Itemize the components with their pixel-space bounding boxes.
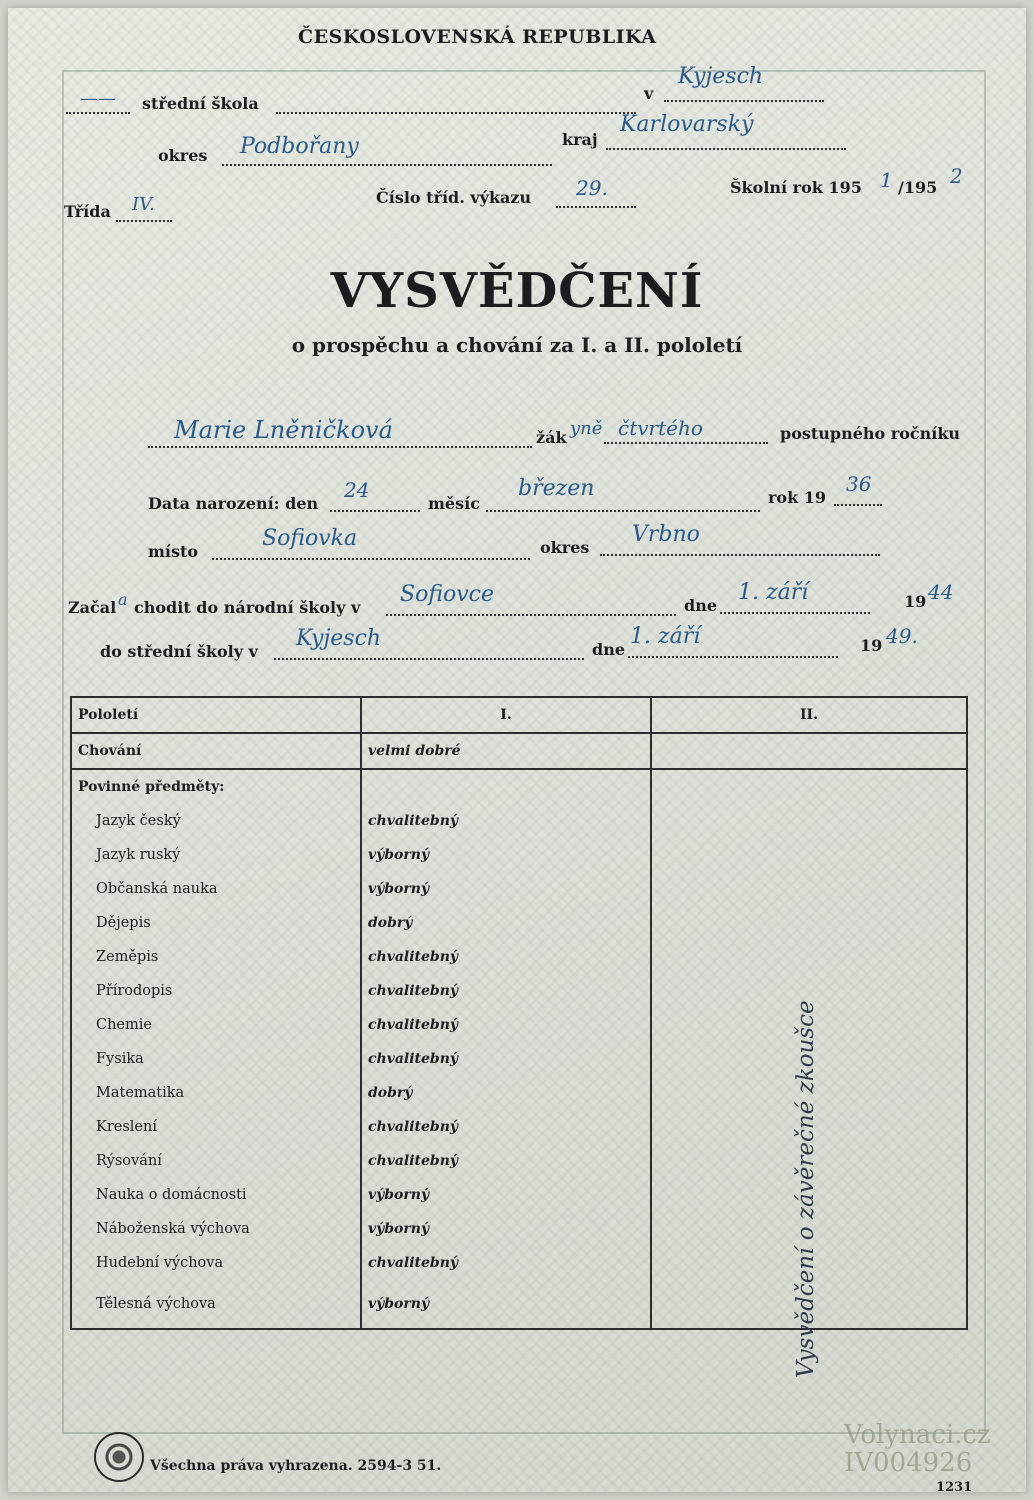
- subject-grade-first: výborný: [361, 1280, 651, 1329]
- school-line: [276, 112, 636, 114]
- class-label: Třída: [64, 202, 111, 221]
- subject-grade-first: výborný: [361, 838, 651, 872]
- subject-grade-first: chvalitebný: [361, 1110, 651, 1144]
- class-value: IV.: [132, 194, 155, 215]
- town-line: [664, 100, 824, 102]
- district-line: [222, 164, 552, 166]
- secondary-school-value: Kyjesch: [296, 626, 382, 651]
- primary-date-line: [720, 612, 870, 614]
- subject-name: Hudební výchova: [71, 1246, 361, 1280]
- grade-label: postupného ročníku: [780, 424, 961, 443]
- school-type-line: [66, 112, 130, 114]
- subject-grade-second: [651, 940, 967, 974]
- month-label: měsíc: [428, 494, 480, 513]
- primary-date-value: 1. září: [738, 580, 809, 605]
- grade-line: [604, 442, 768, 444]
- place-district-value: Vrbno: [632, 522, 700, 547]
- school-label: střední škola: [142, 94, 259, 113]
- table-row: [71, 1008, 967, 1042]
- class-line: [116, 220, 172, 222]
- subject-grade-first: dobrý: [361, 1076, 651, 1110]
- place-label: místo: [148, 542, 199, 561]
- subject-name: Přírodopis: [71, 974, 361, 1008]
- year-of-birth-label: rok 19: [768, 488, 827, 507]
- year-start-value: 1: [880, 168, 893, 192]
- subject-name: Dějepis: [71, 906, 361, 940]
- secondary-year-value: 49.: [886, 624, 918, 648]
- began-label: Začal: [68, 598, 117, 617]
- year-end-value: 2: [950, 164, 963, 188]
- student-name: Marie Lněničková: [174, 416, 393, 444]
- subject-grade-second: [651, 906, 967, 940]
- secondary-date-line: [628, 656, 838, 658]
- subject-name: Jazyk český: [71, 804, 361, 838]
- table-row: [71, 1144, 967, 1178]
- subject-name: Zeměpis: [71, 940, 361, 974]
- column-header-second: II.: [651, 697, 967, 733]
- behavior-second-value: [651, 733, 967, 769]
- table-row: [71, 1042, 967, 1076]
- mandatory-spacer-first: [361, 769, 651, 804]
- primary-year-label: 19: [904, 592, 927, 611]
- district-value: Podbořany: [240, 134, 359, 159]
- secondary-school-line: [274, 658, 584, 660]
- subject-grade-first: výborný: [361, 1212, 651, 1246]
- town-value: Kyjesch: [678, 64, 764, 89]
- subject-grade-first: chvalitebný: [361, 1008, 651, 1042]
- subject-name: Kreslení: [71, 1110, 361, 1144]
- certificate-subtitle: o prospěchu a chování za I. a II. pololetí: [291, 333, 743, 357]
- table-row: [71, 974, 967, 1008]
- birth-year-line: [834, 504, 882, 506]
- birth-month-line: [486, 510, 760, 512]
- subject-grade-first: výborný: [361, 1178, 651, 1212]
- subject-grade-second: [651, 838, 967, 872]
- place-line: [212, 558, 530, 560]
- birth-day-line: [330, 510, 420, 512]
- mandatory-header-row: [71, 769, 967, 804]
- behavior-row: [71, 733, 967, 769]
- column-header-first: I.: [361, 697, 651, 733]
- secondary-date-value: 1. září: [630, 624, 701, 649]
- grades-table: [70, 696, 968, 1330]
- region-value: Karlovarský: [620, 112, 754, 137]
- subject-name: Fysika: [71, 1042, 361, 1076]
- place-value: Sofiovka: [262, 526, 358, 551]
- table-row: [71, 1246, 967, 1280]
- region-line: [606, 148, 846, 150]
- subject-name: Tělesná výchova: [71, 1280, 361, 1329]
- form-number: 1231: [936, 1480, 973, 1495]
- subject-name: Občanská nauka: [71, 872, 361, 906]
- behavior-first-value: velmi dobré: [361, 733, 651, 769]
- subject-name: Jazyk ruský: [71, 838, 361, 872]
- region-label: kraj: [562, 130, 598, 149]
- subject-grade-first: chvalitebný: [361, 1246, 651, 1280]
- subject-name: Rýsování: [71, 1144, 361, 1178]
- secondary-date-label: dne: [592, 640, 625, 659]
- republic-title: ČESKOSLOVENSKÁ REPUBLIKA: [298, 26, 657, 48]
- birth-label: Data narození: den: [148, 494, 319, 513]
- certificate-paper: [8, 8, 1026, 1495]
- register-line: [556, 206, 636, 208]
- table-row: [71, 838, 967, 872]
- birth-month-value: březen: [518, 476, 595, 501]
- birth-year-value: 36: [846, 472, 872, 496]
- table-row: [71, 1280, 967, 1329]
- subject-name: Matematika: [71, 1076, 361, 1110]
- primary-school-line: [386, 614, 676, 616]
- table-row: [71, 1212, 967, 1246]
- name-line: [148, 446, 532, 448]
- year-separator: /195: [898, 178, 938, 197]
- table-row: [71, 1110, 967, 1144]
- school-type-value: ——: [80, 88, 116, 109]
- watermark-id: IV004926: [844, 1448, 973, 1478]
- table-header-row: [71, 697, 967, 733]
- subject-name: Náboženská výchova: [71, 1212, 361, 1246]
- secondary-year-label: 19: [860, 636, 883, 655]
- mandatory-spacer-second: [651, 769, 967, 804]
- register-value: 29.: [576, 176, 608, 200]
- year-label: Školní rok 195: [730, 178, 862, 197]
- subject-grade-second: [651, 804, 967, 838]
- behavior-label: Chování: [71, 733, 361, 769]
- birth-day-value: 24: [344, 478, 370, 502]
- table-row: [71, 872, 967, 906]
- secondary-label: do střední školy v: [100, 642, 258, 661]
- pupil-label: žák: [536, 428, 567, 447]
- table-row: [71, 804, 967, 838]
- began-rest-label: chodit do národní školy v: [134, 598, 361, 617]
- pupil-suffix-value: yně: [570, 418, 603, 439]
- watermark-site: Volynaci.cz: [844, 1420, 991, 1450]
- certificate-title: VYSVĚDČENÍ: [330, 263, 704, 319]
- mandatory-label: Povinné předměty:: [71, 769, 361, 804]
- second-term-note: Vysvědčení o závěrečné zkoušce: [793, 1000, 819, 1378]
- place-district-label: okres: [540, 538, 590, 557]
- subject-grade-second: [651, 872, 967, 906]
- subject-grade-first: chvalitebný: [361, 1144, 651, 1178]
- subject-grade-first: dobrý: [361, 906, 651, 940]
- subject-grade-first: chvalitebný: [361, 804, 651, 838]
- table-row: [71, 940, 967, 974]
- subject-name: Chemie: [71, 1008, 361, 1042]
- rights-text: Všechna práva vyhrazena. 2594-3 51.: [150, 1458, 442, 1474]
- subject-grade-first: chvalitebný: [361, 940, 651, 974]
- subject-name: Nauka o domácnosti: [71, 1178, 361, 1212]
- register-label: Číslo tříd. výkazu: [376, 188, 532, 207]
- subject-grade-first: chvalitebný: [361, 974, 651, 1008]
- table-row: [71, 1178, 967, 1212]
- column-header-term: Pololetí: [71, 697, 361, 733]
- publisher-seal-icon: [94, 1432, 144, 1482]
- subject-grade-first: výborný: [361, 872, 651, 906]
- grade-value: čtvrtého: [618, 416, 703, 440]
- began-suffix-value: a: [118, 590, 128, 609]
- district-label: okres: [158, 146, 208, 165]
- primary-date-label: dne: [684, 596, 717, 615]
- subject-grade-first: chvalitebný: [361, 1042, 651, 1076]
- primary-school-value: Sofiovce: [400, 582, 495, 607]
- primary-year-value: 44: [928, 580, 954, 604]
- in-label: v: [644, 84, 654, 103]
- place-district-line: [600, 554, 880, 556]
- table-row: [71, 1076, 967, 1110]
- table-row: [71, 906, 967, 940]
